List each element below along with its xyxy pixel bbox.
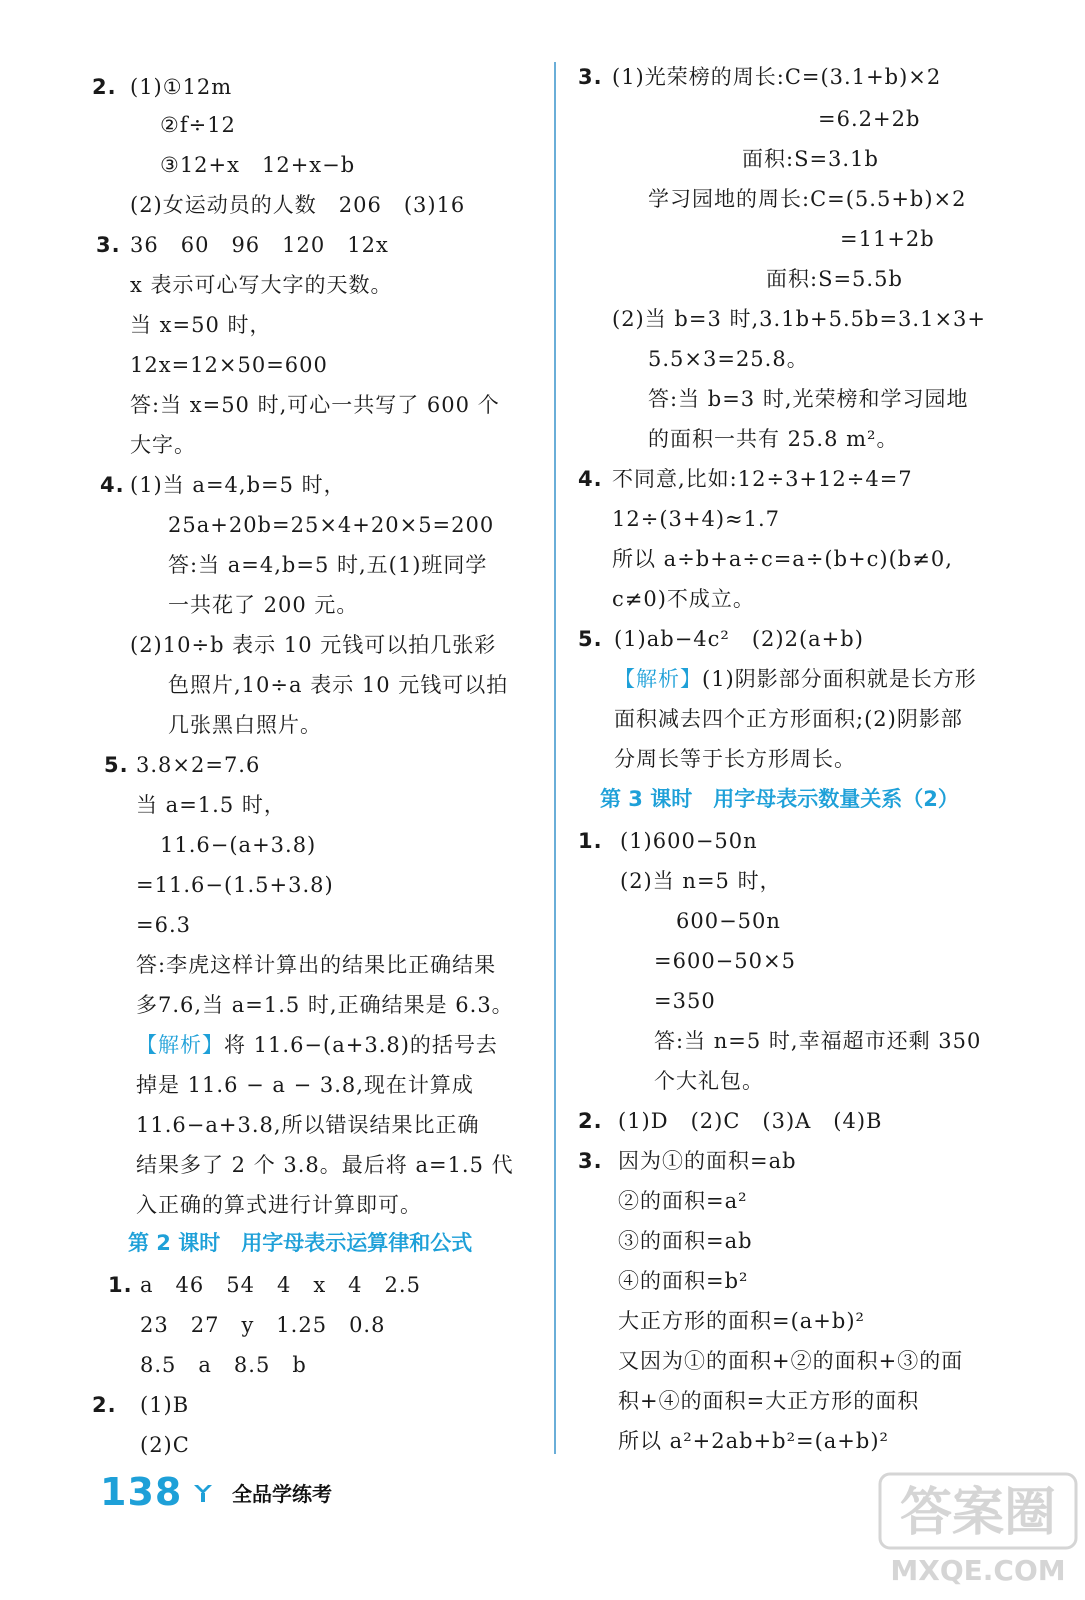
- answer-line: [130, 230, 389, 260]
- answer-line: [130, 310, 272, 340]
- answer-text: 个大礼包。: [654, 1069, 764, 1093]
- answer-text: c≠0)不成立。: [612, 587, 755, 611]
- answer-text: 大字。: [130, 433, 196, 457]
- answer-text: 3.8×2=7.6: [136, 753, 261, 777]
- answer-line: [140, 1430, 190, 1460]
- answer-line: [618, 1186, 748, 1216]
- question-number: 3.: [96, 233, 121, 257]
- answer-line: [618, 1146, 797, 1176]
- answer-text: (1)当 a=4,b=5 时，: [130, 473, 346, 497]
- answer-text: 答:李虎这样计算出的结果比正确结果: [136, 953, 497, 977]
- answer-line: [136, 1030, 498, 1060]
- answer-text: (2)10÷b 表示 10 元钱可以拍几张彩: [130, 633, 497, 657]
- answer-line: [160, 110, 236, 140]
- answer-line: [620, 866, 782, 896]
- answer-text: 所以 a²+2ab+b²=(a+b)²: [618, 1429, 889, 1453]
- answer-text: 一共花了 200 元。: [168, 593, 359, 617]
- answer-line: [130, 72, 232, 102]
- answer-line: [168, 510, 494, 540]
- answer-text: 不同意,比如:12÷3+12÷4=7: [612, 467, 913, 491]
- answer-text: 多7.6,当 a=1.5 时,正确结果是 6.3。: [136, 993, 514, 1017]
- question-number: 2.: [92, 1393, 117, 1417]
- answer-text: a 46 54 4 x 4 2.5: [140, 1273, 421, 1297]
- answer-line: [612, 62, 941, 92]
- answer-text: 当 a=1.5 时，: [136, 793, 286, 817]
- question-number: 5.: [578, 627, 603, 651]
- question-number: 4.: [578, 467, 603, 491]
- answer-line: [612, 304, 986, 334]
- answer-line: [648, 384, 969, 414]
- answer-text: 当 x=50 时，: [130, 313, 272, 337]
- answer-text: 将 11.6−(a+3.8)的括号去: [224, 1033, 498, 1057]
- answer-text: 8.5 a 8.5 b: [140, 1353, 307, 1377]
- analysis-tag: 【解析】: [136, 1033, 224, 1057]
- answer-line: [130, 350, 328, 380]
- watermark-logo: [878, 1470, 1078, 1590]
- question-number: 3.: [578, 1149, 603, 1173]
- answer-text: =600−50×5: [654, 949, 796, 973]
- question-number: 1.: [108, 1273, 133, 1297]
- answer-text: 11.6−a+3.8,所以错误结果比正确: [136, 1113, 480, 1137]
- watermark-title: 答案圈: [899, 1483, 1057, 1543]
- question-number: 3.: [578, 65, 603, 89]
- answer-text: =11.6−(1.5+3.8): [136, 873, 334, 897]
- answer-text: (1)B: [140, 1393, 190, 1417]
- answer-line: [614, 744, 856, 774]
- brand-name: 全品学练考: [232, 1482, 332, 1506]
- section-heading: 第 2 课时 用字母表示运算律和公式: [128, 1231, 473, 1255]
- answer-text: 答:当 a=4,b=5 时,五(1)班同学: [168, 553, 488, 577]
- answer-line: [130, 470, 346, 500]
- answer-line: [136, 870, 334, 900]
- answer-line: [130, 190, 465, 220]
- answer-text: ③的面积=ab: [618, 1229, 753, 1253]
- answer-line: [654, 1026, 981, 1056]
- answer-text: 答:当 b=3 时,光荣榜和学习园地: [648, 387, 969, 411]
- answer-line: [130, 630, 496, 660]
- answer-line: [612, 544, 953, 574]
- answer-line: [614, 624, 864, 654]
- answer-line: [654, 1066, 764, 1096]
- answer-line: [168, 710, 322, 740]
- answer-text: 12x=12×50=600: [130, 353, 328, 377]
- answer-line: [618, 1346, 963, 1376]
- answer-text: (1)D (2)C (3)A (4)B: [618, 1109, 883, 1133]
- answer-text: 结果多了 2 个 3.8。最后将 a=1.5 代: [136, 1153, 514, 1177]
- answer-line: [136, 1070, 474, 1100]
- answer-text: ②f÷12: [160, 113, 236, 137]
- answer-text: 面积:S=5.5b: [766, 267, 903, 291]
- answer-line: [618, 1266, 748, 1296]
- answer-text: 12÷(3+4)≈1.7: [612, 507, 781, 531]
- answer-line: [654, 986, 716, 1016]
- answer-line: [614, 704, 963, 734]
- answer-line: [136, 1150, 514, 1180]
- answer-text: (1)阴影部分面积就是长方形: [702, 667, 977, 691]
- answer-text: 掉是 11.6 − a − 3.8,现在计算成: [136, 1073, 474, 1097]
- answer-text: (1)600−50n: [620, 829, 758, 853]
- answer-text: (1)ab−4c² (2)2(a+b): [614, 627, 864, 651]
- answer-line: [614, 664, 977, 694]
- answer-line: [136, 790, 286, 820]
- answer-line: [618, 1306, 865, 1336]
- answer-text: 因为①的面积=ab: [618, 1149, 797, 1173]
- answer-line: [676, 906, 781, 936]
- answer-text: (1)光荣榜的周长:C=(3.1+b)×2: [612, 65, 942, 89]
- answer-text: ④的面积=b²: [618, 1269, 749, 1293]
- answer-text: 所以 a÷b+a÷c=a÷(b+c)(b≠0,: [612, 547, 953, 571]
- answer-line: [136, 910, 191, 940]
- answer-line: [648, 344, 809, 374]
- answer-line: [840, 224, 935, 254]
- answer-text: 25a+20b=25×4+20×5=200: [168, 513, 495, 537]
- question-number: 2.: [92, 75, 117, 99]
- answer-text: 入正确的算式进行计算即可。: [136, 1193, 422, 1217]
- answer-line: [618, 1106, 883, 1136]
- answer-line: [766, 264, 903, 294]
- answer-line: [654, 946, 796, 976]
- answer-text: 36 60 96 120 12x: [130, 233, 389, 257]
- answer-line: [136, 1190, 422, 1220]
- answer-text: 分周长等于长方形周长。: [614, 747, 856, 771]
- answer-line: [160, 830, 316, 860]
- answer-line: [130, 430, 196, 460]
- answer-text: 色照片,10÷a 表示 10 元钱可以拍: [168, 673, 509, 697]
- answer-line: [648, 184, 967, 214]
- answer-line: [618, 1386, 919, 1416]
- answer-line: [140, 1310, 385, 1340]
- question-number: 5.: [104, 753, 129, 777]
- answer-line: [130, 390, 500, 420]
- answer-line: [612, 464, 913, 494]
- answer-text: 的面积一共有 25.8 m²。: [648, 427, 899, 451]
- answer-text: 大正方形的面积=(a+b)²: [618, 1309, 865, 1333]
- answer-line: [742, 144, 879, 174]
- question-number: 1.: [578, 829, 603, 853]
- answer-text: (2)当 n=5 时，: [620, 869, 782, 893]
- answer-line: [140, 1350, 307, 1380]
- section-heading: 第 3 课时 用字母表示数量关系（2）: [600, 787, 959, 811]
- answer-text: 答:当 n=5 时,幸福超市还剩 350: [654, 1029, 982, 1053]
- answer-line: [136, 990, 514, 1020]
- brand-logo-icon: [192, 1482, 214, 1504]
- question-number: 4.: [100, 473, 125, 497]
- answer-text: 11.6−(a+3.8): [160, 833, 317, 857]
- answer-text: ②的面积=a²: [618, 1189, 748, 1213]
- answer-line: [160, 150, 355, 180]
- answer-text: 积+④的面积=大正方形的面积: [618, 1389, 920, 1413]
- answer-text: 600−50n: [676, 909, 781, 933]
- answer-line: [136, 1110, 480, 1140]
- answer-text: (2)C: [140, 1433, 190, 1457]
- page-number: 138: [100, 1470, 183, 1514]
- answer-text: (2)女运动员的人数 206 (3)16: [130, 193, 466, 217]
- watermark-url: MXQE.COM: [890, 1554, 1066, 1587]
- answer-text: =6.2+2b: [818, 107, 921, 131]
- answer-text: =6.3: [136, 913, 191, 937]
- answer-text: 几张黑白照片。: [168, 713, 322, 737]
- answer-line: [140, 1390, 189, 1420]
- answer-line: [618, 1226, 753, 1256]
- analysis-tag: 【解析】: [614, 667, 702, 691]
- column-divider: [554, 62, 556, 1454]
- answer-text: 5.5×3=25.8。: [648, 347, 809, 371]
- answer-line: [612, 504, 780, 534]
- answer-line: [648, 424, 898, 454]
- answer-line: [136, 950, 496, 980]
- answer-line: [130, 270, 393, 300]
- answer-line: [140, 1270, 421, 1300]
- answer-line: [818, 104, 920, 134]
- answer-line: [620, 826, 758, 856]
- answer-text: 又因为①的面积+②的面积+③的面: [618, 1349, 964, 1373]
- answer-text: (1)①12m: [130, 75, 233, 99]
- answer-text: (2)当 b=3 时,3.1b+5.5b=3.1×3+: [612, 307, 986, 331]
- answer-line: [168, 550, 487, 580]
- answer-text: 23 27 y 1.25 0.8: [140, 1313, 386, 1337]
- answer-text: 学习园地的周长:C=(5.5+b)×2: [648, 187, 967, 211]
- answer-line: [136, 750, 260, 780]
- answer-text: 面积减去四个正方形面积;(2)阴影部: [614, 707, 963, 731]
- answer-line: [612, 584, 755, 614]
- answer-text: 面积:S=3.1b: [742, 147, 879, 171]
- answer-text: ③12+x 12+x−b: [160, 153, 356, 177]
- answer-text: x 表示可心写大字的天数。: [130, 273, 393, 297]
- question-number: 2.: [578, 1109, 603, 1133]
- answer-line: [168, 590, 358, 620]
- answer-line: [168, 670, 508, 700]
- answer-text: =11+2b: [840, 227, 935, 251]
- answer-text: 答:当 x=50 时,可心一共写了 600 个: [130, 393, 500, 417]
- answer-text: =350: [654, 989, 716, 1013]
- answer-line: [618, 1426, 889, 1456]
